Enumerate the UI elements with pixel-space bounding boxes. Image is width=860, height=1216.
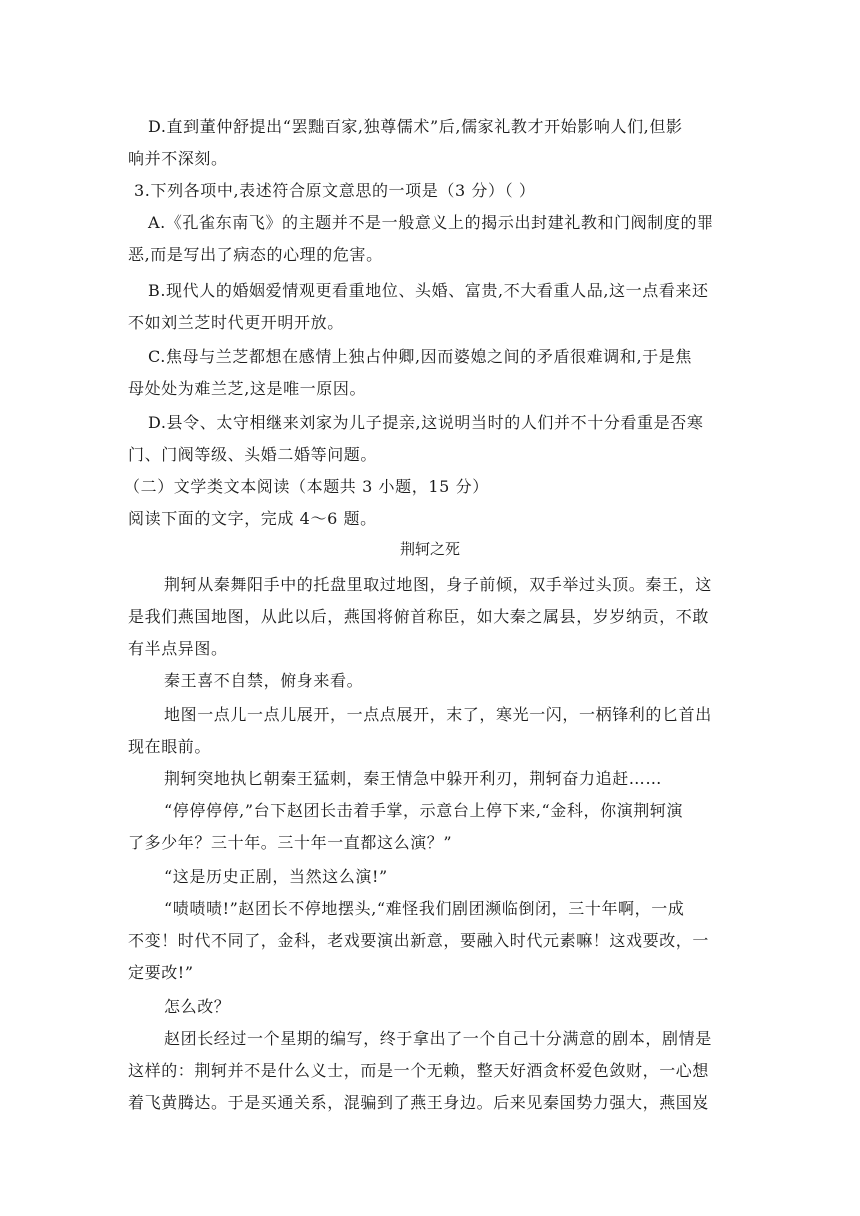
story-p5-line-1: “停停停停,”台下赵团长击着手掌，示意台上停下来,“金科，你演荆轲演	[164, 801, 684, 820]
q2-option-d-line-1: D.直到董仲舒提出“罢黜百家,独尊儒术”后,儒家礼教才开始影响人们,但影	[148, 117, 683, 136]
q2-option-d-line-2: 响并不深刻。	[128, 149, 228, 168]
q3-option-b-line-1: B.现代人的婚姻爱情观更看重地位、头婚、富贵,不大看重人品,这一点看来还	[148, 281, 709, 300]
q3-option-d-line-2: 门、门阀等级、头婚二婚等问题。	[128, 445, 378, 464]
story-p7-line-3: 定要改!”	[128, 963, 194, 982]
q3-stem: 3.下列各项中,表述符合原文意思的一项是（3 分）（ ）	[134, 181, 536, 200]
story-p3-line-1: 地图一点儿一点儿展开，一点点展开，末了，寒光一闪，一柄锋利的匕首出	[164, 705, 712, 724]
story-p5-line-2: 了多少年？三十年。三十年一直都这么演？”	[128, 833, 453, 852]
story-p2: 秦王喜不自禁，俯身来看。	[164, 671, 364, 690]
q3-option-a-line-2: 恶,而是写出了病态的心理的危害。	[128, 245, 383, 264]
story-p4: 荆轲突地执匕朝秦王猛刺，秦王情急中躲开利刃，荆轲奋力追赶……	[164, 769, 663, 788]
q3-option-a-line-1: A.《孔雀东南飞》的主题并不是一般意义上的揭示出封建礼教和门阀制度的罪	[148, 213, 714, 232]
q3-option-c-line-2: 母处处为难兰芝,这是唯一原因。	[128, 379, 367, 398]
story-p7-line-2: 不变！时代不同了，金科，老戏要演出新意，要融入时代元素嘛！这戏要改，一	[128, 931, 710, 950]
q3-option-c-line-1: C.焦母与兰芝都想在感情上独占仲卿,因而婆媳之间的矛盾很难调和,于是焦	[148, 347, 692, 366]
story-p7-line-1: “啧啧啧!”赵团长不停地摆头,“难怪我们剧团濒临倒闭，三十年啊，一成	[164, 899, 685, 918]
story-p9-line-1: 赵团长经过一个星期的编写，终于拿出了一个自己十分满意的剧本，剧情是	[164, 1029, 712, 1048]
q3-option-d-line-1: D.县令、太守相继来刘家为儿子提亲,这说明当时的人们并不十分看重是否寒	[148, 413, 704, 432]
section-heading: （二）文学类文本阅读（本题共 3 小题，15 分）	[124, 477, 489, 496]
story-p6: “这是历史正剧，当然这么演!”	[164, 867, 388, 886]
story-p1-line-2: 是我们燕国地图，从此以后，燕国将俯首称臣，如大秦之属县，岁岁纳贡，不敢	[128, 607, 710, 626]
story-p3-line-2: 现在眼前。	[128, 737, 212, 756]
story-title: 荆轲之死	[399, 540, 460, 558]
story-p1-line-3: 有半点异图。	[128, 639, 228, 658]
story-p9-line-2: 这样的：荆轲并不是什么义士，而是一个无赖，整天好酒贪杯爱色敛财，一心想	[128, 1061, 710, 1080]
reading-instruction: 阅读下面的文字，完成 4～6 题。	[128, 509, 377, 528]
story-p1-line-1: 荆轲从秦舞阳手中的托盘里取过地图，身子前倾，双手举过头顶。秦王，这	[164, 575, 712, 594]
story-p8: 怎么改？	[164, 997, 231, 1016]
story-p9-line-3: 着飞黄腾达。于是买通关系，混骗到了燕王身边。后来见秦国势力强大，燕国岌	[128, 1093, 710, 1112]
q3-option-b-line-2: 不如刘兰芝时代更开明开放。	[128, 313, 344, 332]
